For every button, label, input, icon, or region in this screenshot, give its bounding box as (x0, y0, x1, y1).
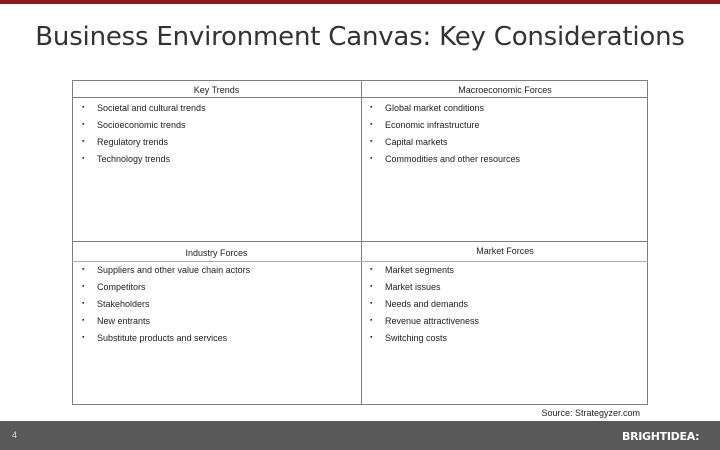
canvas-middle-divider (72, 241, 648, 242)
list-item: ▪ Market issues (370, 281, 640, 298)
canvas-lower-heading-divider (72, 261, 648, 262)
industry-forces-list (82, 264, 352, 349)
list-item: ▪ Socioeconomic trends (82, 119, 352, 136)
key-trends-heading: Key Trends (193, 85, 240, 95)
list-item: ▪ Societal and cultural trends (82, 102, 352, 119)
market-forces-heading: Market Forces (476, 246, 534, 256)
key-trends-list (82, 102, 352, 170)
list-item: ▪ Regulatory trends (82, 136, 352, 153)
list-item: ▪ Stakeholders (82, 298, 352, 315)
canvas-top-divider (72, 97, 648, 98)
list-item: ▪ Competitors (82, 281, 352, 298)
list-item: ▪ Suppliers and other value chain actors (82, 264, 352, 281)
list-item: ▪ Capital markets (370, 136, 640, 153)
list-item: ▪ New entrants (82, 315, 352, 332)
list-item: ▪ Global market conditions (370, 102, 640, 119)
industry-forces-heading: Industry Forces (185, 248, 248, 258)
list-item: ▪ Substitute products and services (82, 332, 352, 349)
macroeconomic-forces-list (370, 102, 640, 170)
list-item: ▪ Technology trends (82, 153, 352, 170)
list-item: ▪ Revenue attractiveness (370, 315, 640, 332)
canvas-vertical-divider (361, 80, 362, 405)
list-item: ▪ Commodities and other resources (370, 153, 640, 170)
market-forces-list (370, 264, 640, 349)
list-item: ▪ Economic infrastructure (370, 119, 640, 136)
slide-title: Business Environment Canvas: Key Considerations (35, 22, 685, 52)
footer-bar (0, 421, 720, 450)
source-citation: Source: Strategyzer.com (541, 408, 640, 418)
list-item: ▪ Market segments (370, 264, 640, 281)
list-item: ▪ Needs and demands (370, 298, 640, 315)
brightidea-logo: BRIGHTIDEA: (622, 430, 700, 443)
page-number: 4 (12, 430, 18, 440)
macroeconomic-forces-heading: Macroeconomic Forces (458, 85, 552, 95)
top-accent-bar (0, 0, 720, 4)
list-item: ▪ Switching costs (370, 332, 640, 349)
